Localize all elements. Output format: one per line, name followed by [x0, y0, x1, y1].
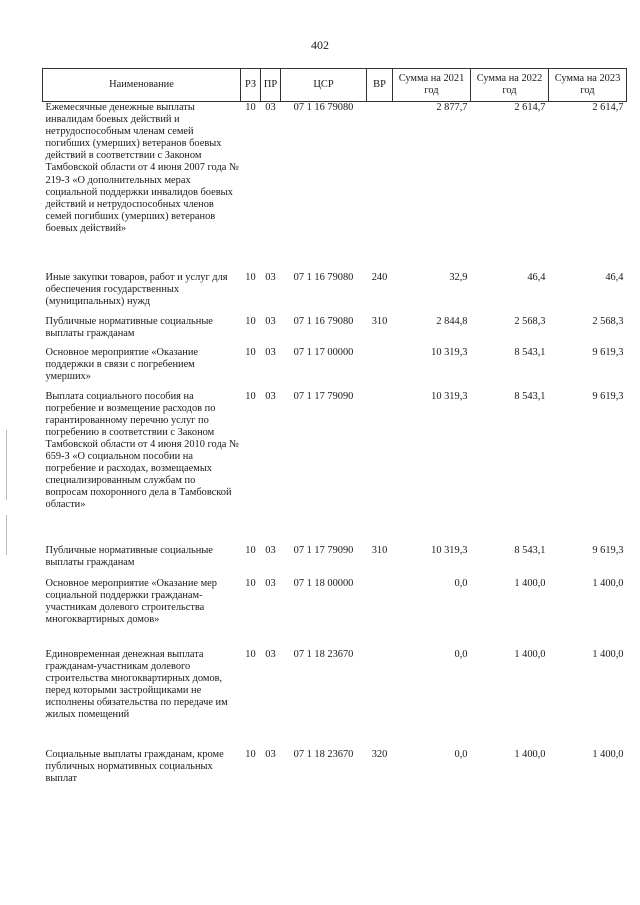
row-pr: 03 — [265, 390, 276, 402]
row-rz: 10 — [245, 748, 256, 760]
row-pr: 03 — [265, 544, 276, 556]
row-name: Основное мероприятие «Оказание поддержки в связи с погребением умерших» — [45, 346, 199, 382]
row-sum-2022: 8 543,1 — [514, 390, 546, 402]
table-row — [43, 391, 627, 545]
row-csr: 07 1 18 23670 — [293, 748, 354, 760]
row-sum-2021: 0,0 — [454, 648, 468, 660]
row-csr: 07 1 16 79080 — [293, 271, 354, 283]
row-csr: 07 1 17 79090 — [293, 544, 354, 556]
header-vr: ВР — [367, 69, 393, 102]
table-row — [43, 749, 627, 793]
row-csr: 07 1 16 79080 — [293, 315, 354, 327]
row-sum-2023: 1 400,0 — [592, 577, 624, 589]
header-sum-2023: Сумма на 2023 год — [549, 69, 627, 102]
header-sum-2022: Сумма на 2022 год — [471, 69, 549, 102]
row-csr: 07 1 17 00000 — [293, 346, 354, 358]
row-name: Публичные нормативные социальные выплаты гражданам — [45, 315, 213, 339]
row-sum-2022: 8 543,1 — [514, 346, 546, 358]
row-sum-2021: 0,0 — [454, 577, 468, 589]
row-csr: 07 1 18 00000 — [293, 577, 354, 589]
row-pr: 03 — [265, 648, 276, 660]
row-sum-2022: 2 568,3 — [514, 315, 546, 327]
row-sum-2022: 1 400,0 — [514, 648, 546, 660]
row-csr: 07 1 18 23670 — [293, 648, 354, 660]
header-csr: ЦСР — [281, 69, 367, 102]
row-sum-2021: 10 319,3 — [431, 544, 468, 556]
row-sum-2022: 1 400,0 — [514, 577, 546, 589]
row-vr — [367, 391, 393, 545]
row-sum-2021: 32,9 — [449, 271, 468, 283]
row-vr: 320 — [371, 748, 388, 760]
row-pr: 03 — [265, 102, 276, 113]
row-name: Основное мероприятие «Оказание мер социальной поддержки гражданам-участникам долевого строительства многоквартирных домов» — [45, 577, 217, 625]
row-rz: 10 — [245, 390, 256, 402]
row-rz: 10 — [245, 315, 256, 327]
row-sum-2021: 2 844,8 — [436, 315, 468, 327]
row-sum-2023: 1 400,0 — [592, 648, 624, 660]
table-row — [43, 272, 627, 316]
scan-edge-mark — [6, 515, 7, 555]
row-name: Публичные нормативные социальные выплаты гражданам — [45, 544, 213, 568]
row-rz: 10 — [245, 102, 256, 113]
row-sum-2023: 1 400,0 — [592, 748, 624, 760]
row-sum-2023: 9 619,3 — [592, 390, 624, 402]
row-rz: 10 — [245, 648, 256, 660]
budget-table — [42, 68, 627, 793]
row-name: Ежемесячные денежные выплаты инвалидам боевых действий и нетрудоспособным членам семей погибших (умерших) ветеранов боевых действий в соответствии с Законом Тамбовской области от 4 июня 2007 года № 219-З «О дополнительных мерах социальной поддержки инвалидов боевых действий и нетрудоспособных членов семей погибших (умерших) ветеранов боевых действий» — [45, 102, 239, 234]
row-sum-2023: 9 619,3 — [592, 346, 624, 358]
row-sum-2022: 2 614,7 — [514, 102, 546, 113]
header-name: Наименование — [43, 69, 241, 102]
table-row — [43, 578, 627, 649]
row-pr: 03 — [265, 346, 276, 358]
row-name: Единовременная денежная выплата гражданам-участникам долевого строительства многоквартирных домов, перед которыми застройщиками не исполнены обязательства по передаче им жилых помещений — [45, 648, 228, 720]
header-rz: РЗ — [241, 69, 261, 102]
row-sum-2023: 9 619,3 — [592, 544, 624, 556]
row-name: Выплата социального пособия на погребение и возмещение расходов по гарантированному перечню услуг по погребению в соответствии с Законом Тамбовской области от 4 июня 2010 года № 659-З «О социальном пособии на погребение и расходах, возмещаемых специализированным службам по вопросам похоронного дела в Тамбовской области» — [45, 390, 239, 511]
row-sum-2021: 2 877,7 — [436, 102, 468, 113]
row-name: Социальные выплаты гражданам, кроме публичных нормативных социальных выплат — [45, 748, 224, 784]
row-vr — [367, 578, 393, 649]
row-sum-2023: 2 614,7 — [592, 102, 624, 113]
table-row — [43, 316, 627, 347]
row-sum-2022: 46,4 — [527, 271, 546, 283]
scan-edge-mark — [6, 430, 7, 500]
row-vr: 310 — [371, 544, 388, 556]
row-sum-2023: 2 568,3 — [592, 315, 624, 327]
row-pr: 03 — [265, 577, 276, 589]
row-sum-2022: 1 400,0 — [514, 748, 546, 760]
row-pr: 03 — [265, 271, 276, 283]
row-sum-2021: 0,0 — [454, 748, 468, 760]
row-rz: 10 — [245, 271, 256, 283]
row-name: Иные закупки товаров, работ и услуг для обеспечения государственных (муниципальных) нужд — [45, 271, 228, 307]
table-header-row — [43, 69, 627, 102]
row-csr: 07 1 17 79090 — [293, 390, 354, 402]
table-row — [43, 102, 627, 272]
row-vr — [367, 649, 393, 749]
row-rz: 10 — [245, 577, 256, 589]
row-sum-2021: 10 319,3 — [431, 390, 468, 402]
row-vr: 240 — [371, 271, 388, 283]
row-vr: 310 — [371, 315, 388, 327]
table-row — [43, 545, 627, 578]
row-sum-2022: 8 543,1 — [514, 544, 546, 556]
table-row — [43, 347, 627, 391]
header-sum-2021: Сумма на 2021 год — [393, 69, 471, 102]
page-number: 402 — [311, 38, 329, 52]
row-vr — [367, 347, 393, 391]
row-sum-2023: 46,4 — [605, 271, 624, 283]
row-pr: 03 — [265, 748, 276, 760]
row-rz: 10 — [245, 346, 256, 358]
header-pr: ПР — [261, 69, 281, 102]
row-pr: 03 — [265, 315, 276, 327]
row-vr — [367, 102, 393, 272]
row-csr: 07 1 16 79080 — [293, 102, 354, 113]
row-rz: 10 — [245, 544, 256, 556]
table-row — [43, 649, 627, 749]
row-sum-2021: 10 319,3 — [431, 346, 468, 358]
